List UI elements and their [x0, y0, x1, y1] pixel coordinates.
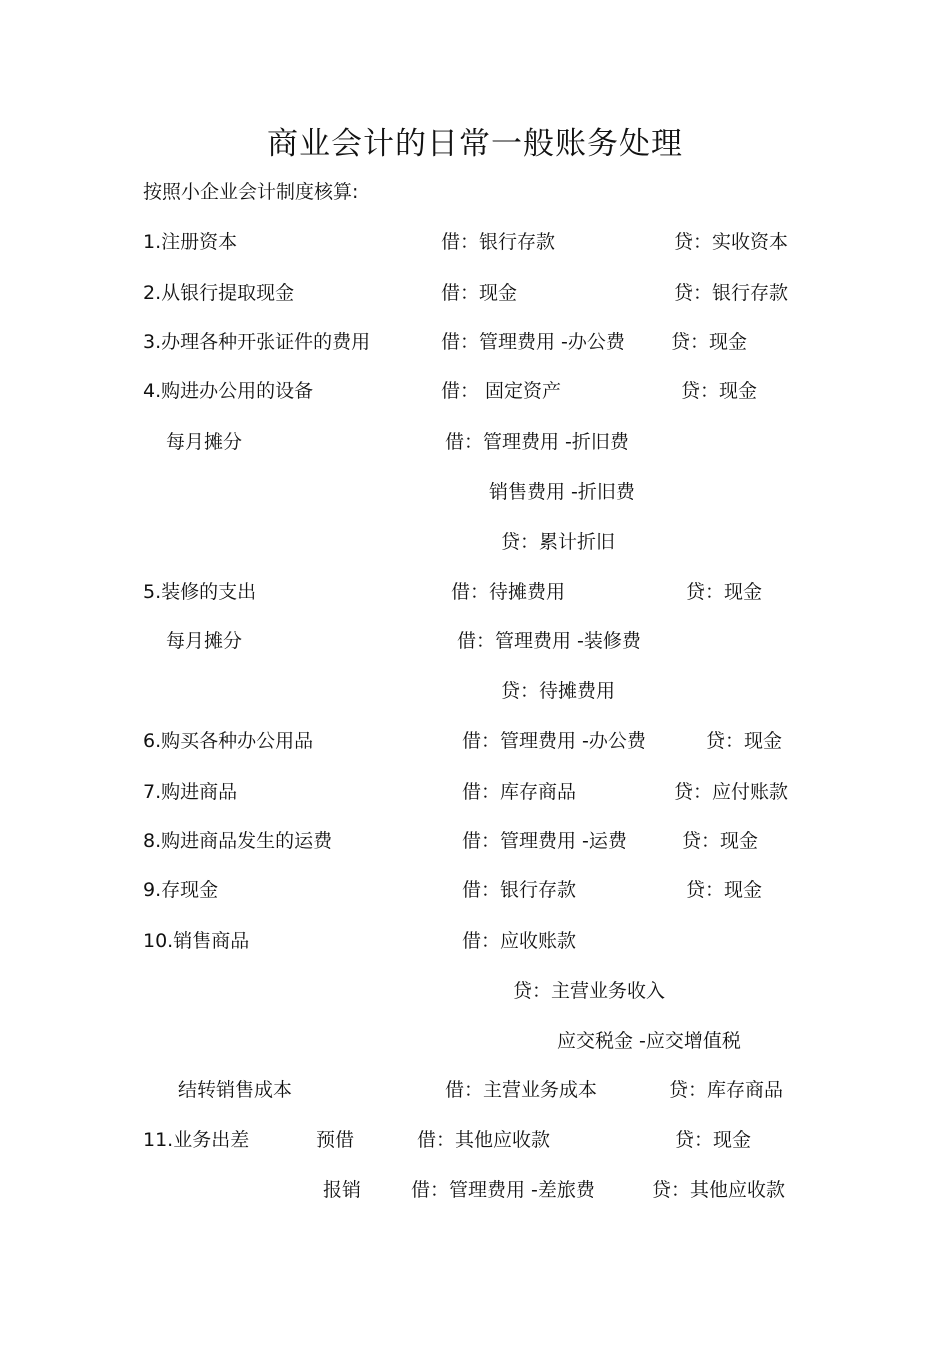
- entry-credit: 贷：现金: [706, 730, 783, 752]
- page-title: 商业会计的日常一般账务处理: [267, 126, 683, 162]
- entry-debit: 借：管理费用 -运费: [462, 830, 627, 852]
- subtitle: 按照小企业会计制度核算:: [143, 181, 359, 203]
- entry-label: 每月摊分: [166, 431, 243, 453]
- entry-credit: 贷：待摊费用: [501, 680, 616, 702]
- entry-credit: 贷：主营业务收入: [513, 980, 666, 1002]
- entry-debit: 借：管理费用 -折旧费: [445, 431, 629, 453]
- entry-label: 11.业务出差: [143, 1129, 250, 1151]
- entry-credit: 贷：现金: [675, 1129, 752, 1151]
- entry-debit: 借：应收账款: [462, 930, 577, 952]
- entry-debit: 借： 固定资产: [441, 380, 562, 402]
- entry-debit: 借：待摊费用: [451, 581, 566, 603]
- entry-credit: 贷：银行存款: [674, 282, 789, 304]
- entry-label: 2.从银行提取现金: [143, 282, 295, 304]
- entry-debit: 借：主营业务成本: [445, 1079, 598, 1101]
- entry-label: 7.购进商品: [143, 781, 238, 803]
- entry-label: 每月摊分: [166, 630, 243, 652]
- entry-debit: 借：管理费用 -差旅费: [411, 1179, 595, 1201]
- entry-label: 6.购买各种办公用品: [143, 730, 314, 752]
- entry-credit: 贷：累计折旧: [501, 531, 616, 553]
- entry-credit: 贷：现金: [681, 380, 758, 402]
- entry-credit: 贷：现金: [671, 331, 748, 353]
- entry-label: 1.注册资本: [143, 231, 238, 253]
- entry-debit: 借：库存商品: [462, 781, 577, 803]
- entry-label: 3.办理各种开张证件的费用: [143, 331, 371, 353]
- entry-debit: 借：管理费用 -办公费: [462, 730, 646, 752]
- entry-label: 10.销售商品: [143, 930, 250, 952]
- entry-debit: 借：管理费用 -办公费: [441, 331, 625, 353]
- entry-credit: 贷：现金: [686, 581, 763, 603]
- entry-debit-continued: 销售费用 -折旧费: [489, 481, 635, 503]
- entry-label: 结转销售成本: [178, 1079, 293, 1101]
- entry-label: 4.购进办公用的设备: [143, 380, 314, 402]
- entry-sublabel: 报销: [323, 1179, 362, 1201]
- entry-label: 9.存现金: [143, 879, 219, 901]
- entry-debit: 借：银行存款: [441, 231, 556, 253]
- entry-debit: 借：管理费用 -装修费: [457, 630, 641, 652]
- entry-credit: 贷：应付账款: [674, 781, 789, 803]
- entry-label: 5.装修的支出: [143, 581, 257, 603]
- entry-credit-continued: 应交税金 -应交增值税: [557, 1030, 741, 1052]
- entry-debit: 借：现金: [441, 282, 518, 304]
- entry-debit: 借：其他应收款: [417, 1129, 551, 1151]
- entry-credit: 贷：现金: [686, 879, 763, 901]
- entry-label: 8.购进商品发生的运费: [143, 830, 333, 852]
- entry-credit: 贷：实收资本: [674, 231, 789, 253]
- entry-sublabel: 预借: [316, 1129, 355, 1151]
- entry-debit: 借：银行存款: [462, 879, 577, 901]
- entry-credit: 贷：库存商品: [669, 1079, 784, 1101]
- entry-credit: 贷：其他应收款: [652, 1179, 786, 1201]
- entry-credit: 贷：现金: [682, 830, 759, 852]
